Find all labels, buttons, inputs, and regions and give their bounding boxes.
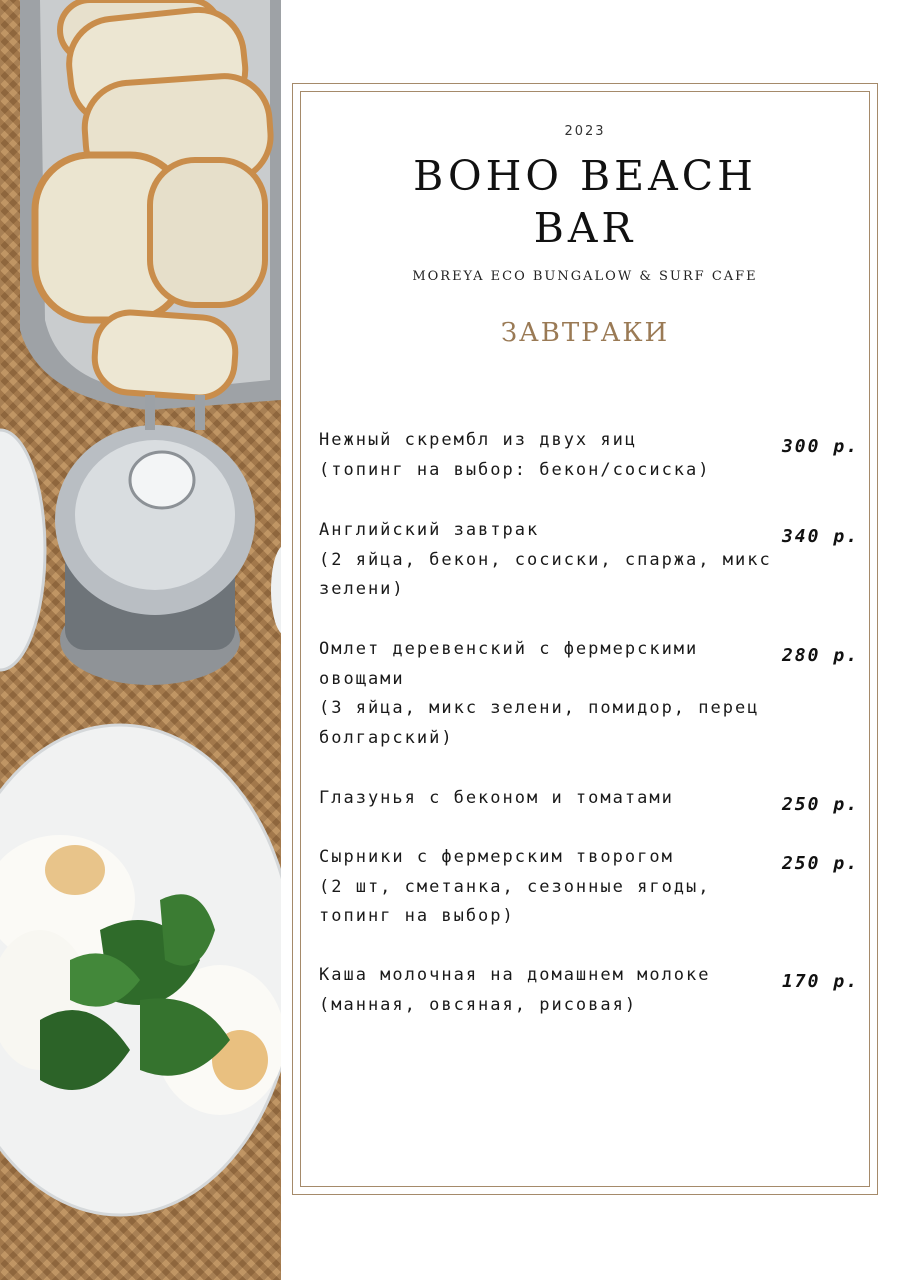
section-title: ЗАВТРАКИ bbox=[500, 318, 670, 348]
menu-item-price: 170 р. bbox=[781, 971, 859, 992]
restaurant-title bbox=[300, 150, 870, 254]
menu-item-price: 340 р. bbox=[781, 526, 859, 547]
menu-item-price: 280 р. bbox=[781, 645, 859, 666]
menu-year: 2023 bbox=[564, 124, 606, 139]
menu-item-description: (манная, овсяная, рисовая) bbox=[319, 994, 638, 1015]
menu-item-name: Каша молочная на домашнем молоке bbox=[319, 965, 711, 985]
menu-item-description: (2 шт, сметанка, сезонные ягоды, топинг на выбор) bbox=[319, 876, 711, 926]
restaurant-subtitle: MOREYA ECO BUNGALOW & SURF CAFE bbox=[412, 269, 758, 284]
menu-item bbox=[319, 843, 859, 932]
french-press bbox=[55, 395, 255, 685]
breakfast-illustration bbox=[0, 0, 281, 1280]
menu-item-description: (топинг на выбор: бекон/сосиска) bbox=[319, 459, 711, 480]
menu-item-name: Английский завтрак bbox=[319, 520, 540, 540]
menu-item-description: (2 яйца, бекон, сосиски, спаржа, микс зелени) bbox=[319, 549, 772, 599]
menu-item-price: 250 р. bbox=[781, 794, 859, 815]
menu-item-name: Омлет деревенский с фермерскими овощами bbox=[319, 639, 699, 689]
menu-item bbox=[319, 516, 859, 605]
menu-item bbox=[319, 784, 859, 814]
menu-item-description: (3 яйца, микс зелени, помидор, перец болгарский) bbox=[319, 698, 760, 748]
egg-plate bbox=[0, 725, 281, 1215]
menu-item bbox=[319, 635, 859, 753]
menu-item-name: Глазунья с беконом и томатами bbox=[319, 788, 674, 808]
restaurant-title-text: BOHO BEACH BAR bbox=[413, 152, 757, 252]
menu-item-price: 250 р. bbox=[781, 853, 859, 874]
menu-item-name: Нежный скрембл из двух яиц bbox=[319, 430, 638, 450]
menu-item-name: Сырники с фермерским творогом bbox=[319, 847, 674, 867]
menu-item bbox=[319, 426, 859, 485]
menu-item-price: 300 р. bbox=[781, 436, 859, 457]
menu-item bbox=[319, 961, 859, 1020]
breakfast-photo bbox=[0, 0, 281, 1280]
